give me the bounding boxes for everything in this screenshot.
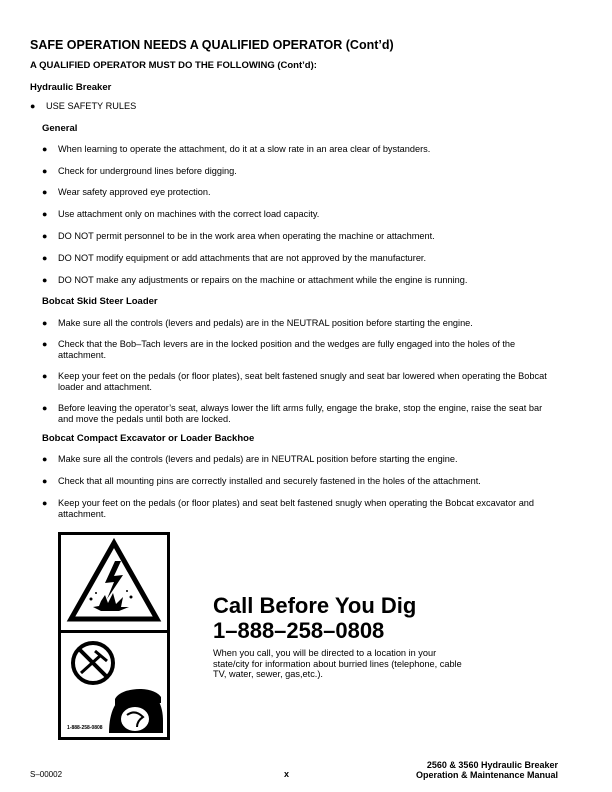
section-title: Hydraulic Breaker: [30, 82, 112, 93]
list-item-text: When learning to operate the attachment, do it at a slow rate in an area clear of bystanders.: [58, 144, 431, 154]
list-item: [42, 318, 562, 330]
list-item-text: DO NOT modify equipment or add attachments that are not approved by the manufacturer.: [58, 253, 427, 263]
list-item: [42, 454, 562, 466]
list-item: [42, 476, 562, 488]
top-bullet-item: [30, 101, 570, 113]
bullet-icon: ●: [42, 144, 48, 154]
bullet-icon: ●: [42, 403, 48, 413]
footer-manual-line2: Operation & Maintenance Manual: [415, 770, 558, 780]
list-item: [42, 339, 562, 363]
call-phone: 1–888–258–0808: [213, 618, 385, 643]
call-title: Call Before You Dig: [213, 593, 417, 618]
list-item: [42, 209, 562, 221]
top-bullet-text: USE SAFETY RULES: [46, 101, 137, 111]
safety-decal: [58, 532, 170, 740]
footer-manual-line1: 2560 & 3560 Hydraulic Breaker: [426, 760, 558, 770]
bullet-icon: ●: [42, 209, 48, 219]
subsection-title-excavator: Bobcat Compact Excavator or Loader Backhoe: [42, 433, 255, 444]
bullet-icon: ●: [42, 476, 48, 486]
list-item-text: Wear safety approved eye protection.: [58, 187, 211, 197]
bullet-icon: ●: [42, 454, 48, 464]
list-item-text: Check that the Bob–Tach levers are in the locked position and the wedges are fully engaged into the holes of the attachment.: [58, 339, 516, 360]
list-item: [42, 403, 562, 427]
list-item-text: DO NOT make any adjustments or repairs on the machine or attachment while the engine is running.: [58, 275, 468, 285]
list-item-text: Use attachment only on machines with the correct load capacity.: [58, 209, 320, 219]
list-item-text: Keep your feet on the pedals (or floor plates), seat belt fastened snugly and seat bar lowered when operating the Bobcat loader and attachment.: [58, 371, 547, 392]
list-item-text: Make sure all the controls (levers and pedals) are in the NEUTRAL position before starting the engine.: [58, 318, 473, 328]
list-item: [42, 144, 562, 156]
footer-code: S–00002: [30, 770, 63, 779]
list-item: [42, 187, 562, 199]
list-item-text: Keep your feet on the pedals (or floor plates) and seat belt fastened snugly when operating the Bobcat excavator and attachment.: [58, 498, 535, 519]
list-item-text: Before leaving the operator’s seat, always lower the lift arms fully, engage the brake, stop the engine, raise the seat bar and move the pedals until both are locked.: [58, 403, 543, 424]
list-item: [42, 231, 562, 243]
list-item: [42, 498, 562, 522]
subsection-title-general: General: [42, 123, 78, 134]
bullet-icon: ●: [42, 231, 48, 241]
bullet-icon: ●: [42, 498, 48, 508]
page-heading: SAFE OPERATION NEEDS A QUALIFIED OPERATOR (Cont’d): [30, 38, 394, 52]
bullet-icon: ●: [42, 253, 48, 263]
bullet-icon: ●: [42, 275, 48, 285]
list-item: [42, 275, 562, 287]
list-item-text: Check for underground lines before digging.: [58, 166, 237, 176]
subsection-title-skid-steer: Bobcat Skid Steer Loader: [42, 296, 158, 307]
page-subheading: A QUALIFIED OPERATOR MUST DO THE FOLLOWING (Cont’d):: [30, 60, 317, 71]
electrical-explosion-warning-icon: [61, 535, 167, 627]
list-item: [42, 166, 562, 178]
bullet-icon: ●: [42, 339, 48, 349]
list-item-text: Check that all mounting pins are correctly installed and securely fastened in the holes of the attachment.: [58, 476, 481, 486]
list-item-text: Make sure all the controls (levers and pedals) are in NEUTRAL position before starting the engine.: [58, 454, 458, 464]
bullet-icon: ●: [42, 187, 48, 197]
footer-manual-title: [416, 760, 558, 780]
list-item: [42, 253, 562, 265]
call-info: When you call, you will be directed to a location in your state/city for information about burried lines (telephone, cable TV, water, sewer, gas,etc.).: [213, 648, 462, 680]
bullet-icon: ●: [42, 318, 48, 328]
list-item: [42, 371, 562, 395]
decal-phone-number: 1-888-258-0808: [67, 725, 103, 731]
bullet-icon: ●: [42, 371, 48, 381]
bullet-icon: ●: [42, 166, 48, 176]
bullet-icon: ●: [30, 101, 36, 111]
list-item-text: DO NOT permit personnel to be in the work area when operating the machine or attachment.: [58, 231, 435, 241]
footer-page-number: x: [284, 769, 290, 779]
